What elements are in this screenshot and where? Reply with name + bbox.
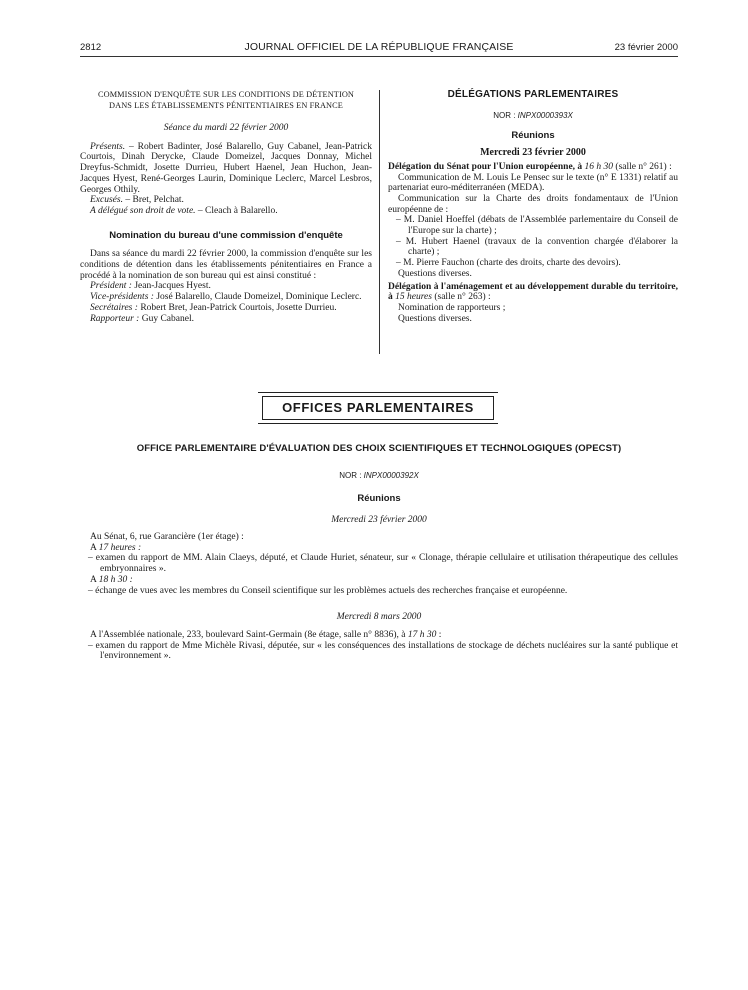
lieu-1: Au Sénat, 6, rue Garancière (1er étage) : — [90, 532, 244, 542]
header-rule — [80, 56, 678, 57]
presents-label: Présents. — [90, 141, 126, 152]
questions-diverses-1: Questions diverses. — [398, 268, 472, 279]
opecst-heading — [80, 444, 678, 455]
president-label: Président : — [90, 281, 132, 292]
lieu-2-end: : — [436, 630, 442, 640]
communication-2: Communication sur la Charte des droits fondamentaux de l'Union européenne de : — [388, 193, 678, 215]
column-divider — [379, 90, 380, 354]
opecst-heading-text: OFFICE PARLEMENTAIRE D'ÉVALUATION DES CHOIX SCIENTIFIQUES ET TECHNOLOGIQUES (OPECST) — [136, 443, 622, 454]
charte-item-3: – M. Pierre Fauchon (charte des droits, charte des devoirs). — [396, 258, 621, 269]
excuses-text: – Bret, Pelchat. — [122, 195, 184, 206]
time-1: 17 heures : — [98, 542, 142, 553]
time-1-prefix: A — [90, 542, 99, 553]
excuses-label: Excusés. — [90, 195, 123, 206]
delegue-label: A délégué son droit de vote. — [90, 205, 196, 216]
date-heading: Mercredi 23 février 2000 — [480, 147, 586, 159]
lieu-2-line — [80, 630, 678, 641]
opecst-item-2: – échange de vues avec les membres du Conseil scientifique sur les problèmes actuels des recherches française et européenne. — [88, 585, 568, 596]
presents-paragraph — [80, 142, 372, 196]
time-2-prefix: A — [90, 574, 99, 585]
delegue-text: – Cleach à Balarello. — [195, 205, 278, 216]
opecst-item-3: – examen du rapport de Mme Michèle Rivasi, députée, sur « les conséquences des installations de stockage de déchets nucléaires sur la santé publique et l'environnement ». — [88, 640, 678, 662]
offices-nor-value: INPX0000392X — [361, 471, 419, 480]
nor-line-offices — [80, 471, 678, 482]
seance-date: Séance du mardi 22 février 2000 — [163, 123, 289, 133]
nor-line-delegations — [388, 111, 678, 122]
secretaires-text: Robert Bret, Jean-Patrick Courtois, Josette Durrieu. — [137, 302, 337, 313]
amenagement-heading: Délégation à l'aménagement et au développement durable du territoire, — [388, 281, 678, 292]
offices-date-2: Mercredi 8 mars 2000 — [336, 612, 422, 622]
right-column — [388, 90, 678, 324]
charte-item-1: – M. Daniel Hoeffel (débats de l'Assemblée parlementaire du Conseil de l'Europe sur la charte) ; — [396, 215, 678, 237]
journal-title: JOURNAL OFFICIEL DE LA RÉPUBLIQUE FRANÇAISE — [244, 41, 514, 53]
ue-time: 16 h 30 — [584, 161, 614, 172]
opecst-item-1: – examen du rapport de MM. Alain Claeys, député, et Claude Huriet, sénateur, sur « Clonage, thérapie cellulaire et utilisation thérapeutique des cellules embryonnaires ». — [88, 553, 678, 575]
rapporteur-line — [80, 314, 372, 325]
reunions-heading: Réunions — [511, 130, 555, 142]
am-time: 15 heures — [395, 292, 432, 303]
questions-diverses-2: Questions diverses. — [398, 313, 472, 324]
vice-text: José Balarello, Claude Domeizel, Dominique Leclerc. — [153, 292, 362, 303]
commission-heading-line1: COMMISSION D'ENQUÊTE SUR LES CONDITIONS DE DÉTENTION — [97, 90, 355, 99]
secretaires-line — [80, 303, 372, 314]
delegue-paragraph — [80, 206, 372, 217]
nor-label: NOR : — [493, 110, 516, 120]
ue-heading-line — [388, 162, 678, 173]
lieu-2-time: 17 h 30 — [407, 630, 437, 640]
presents-text: – Robert Badinter, José Balarello, Guy Cabanel, Jean-Patrick Courtois, Dinah Derycke, Claude Domeizel, Jacques Donnay, Michel Dreyfus-Schmidt, Josette Durrieu, Hubert Haenel, Jean Huchon, Jean-Jacques Hyest, René-Georges Laurin, Dominique Leclerc, Marcel Lesbros, Georges Othily. — [80, 141, 372, 195]
nomination-heading: Nomination du bureau d'une commission d'enquête — [109, 229, 343, 241]
offices-title: OFFICES PARLEMENTAIRES — [262, 396, 494, 420]
secretaires-label: Secrétaires : — [90, 302, 138, 313]
time-2-line — [80, 575, 678, 586]
ue-room: (salle n° 261) : — [613, 161, 672, 172]
nor-value: INPX0000393X — [515, 110, 573, 120]
offices-nor-label: NOR : — [339, 471, 362, 480]
page-header — [80, 40, 678, 56]
ue-time-prefix: à — [575, 161, 585, 172]
am-time-prefix: à — [388, 292, 396, 303]
header-date: 23 février 2000 — [614, 42, 678, 53]
nomination-rapporteurs: Nomination de rapporteurs ; — [398, 302, 506, 313]
opecst-session-1 — [80, 532, 678, 596]
president-text: Jean-Jacques Hyest. — [131, 281, 211, 292]
time-1-line — [80, 543, 678, 554]
rapporteur-label: Rapporteur : — [90, 313, 140, 324]
offices-date-1: Mercredi 23 février 2000 — [331, 515, 427, 525]
commission-heading-line2: DANS LES ÉTABLISSEMENTS PÉNITENTIAIRES EN FRANCE — [109, 100, 343, 110]
charte-item-2: – M. Hubert Haenel (travaux de la convention chargée d'élaborer la charte) ; — [396, 236, 678, 258]
president-line — [80, 281, 372, 292]
offices-reunions: Réunions — [357, 493, 401, 504]
time-2: 18 h 30 : — [98, 574, 133, 585]
lieu-2-text: A l'Assemblée nationale, 233, boulevard Saint-Germain (8e étage, salle n° 8836), à — [90, 630, 408, 640]
vice-label: Vice-présidents : — [90, 292, 154, 303]
opecst-session-2 — [80, 630, 678, 662]
communication-1: Communication de M. Louis Le Pensec sur le texte (n° E 1331) relatif au partenariat euro-méditerranéen (MEDA). — [388, 172, 678, 194]
rapporteur-text: Guy Cabanel. — [139, 313, 194, 324]
nomination-paragraph: Dans sa séance du mardi 22 février 2000, la commission d'enquête sur les conditions de détention dans les établissements pénitentiaires en France a procédé à la nomination de son bureau qui est ainsi constitué : — [80, 249, 372, 281]
amenagement-heading-line — [388, 282, 678, 303]
ue-heading: Délégation du Sénat pour l'Union européenne, — [388, 161, 576, 172]
left-column — [80, 90, 372, 324]
excuses-paragraph — [80, 195, 372, 206]
page-number: 2812 — [80, 42, 102, 53]
delegations-heading: DÉLÉGATIONS PARLEMENTAIRES — [447, 89, 619, 100]
vice-line — [80, 292, 372, 303]
am-room: (salle n° 263) : — [431, 292, 491, 303]
